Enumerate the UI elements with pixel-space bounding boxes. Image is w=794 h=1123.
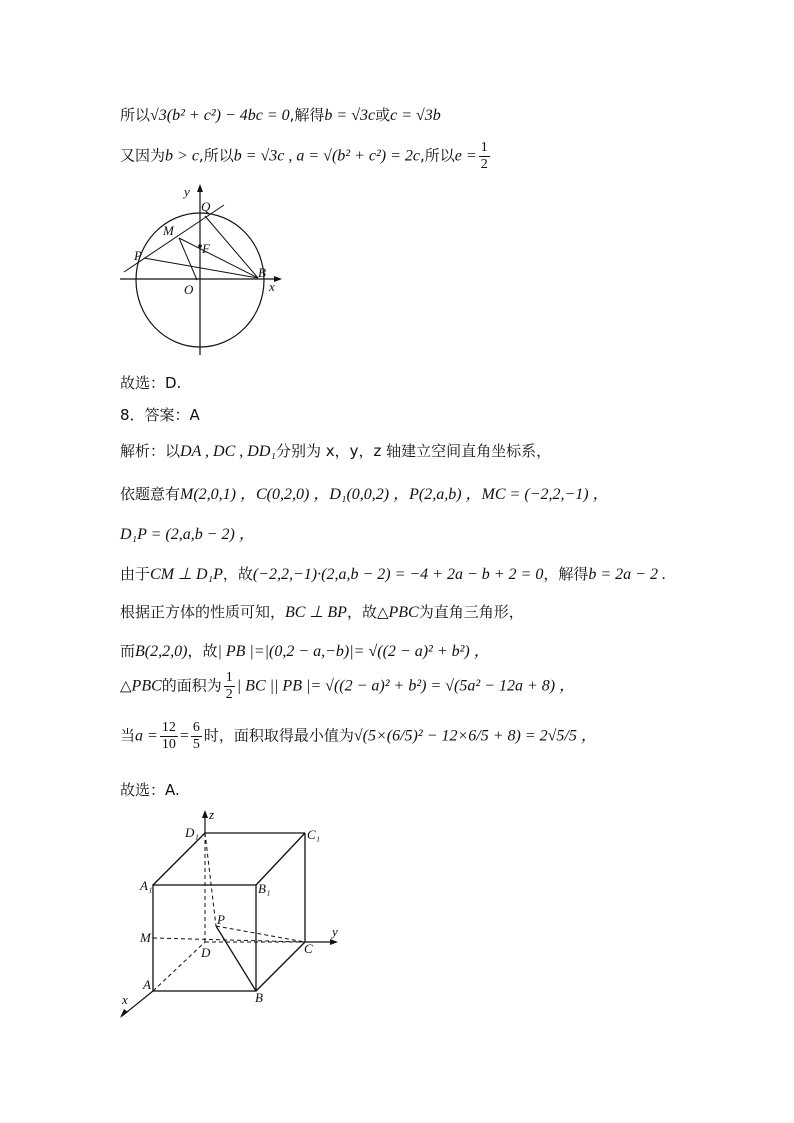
fraction: $\frac{12}{10}$ xyxy=(161,720,176,752)
equation: BC ⊥ BP xyxy=(285,604,347,621)
label-x: x xyxy=(269,279,275,294)
equation: | PB |=|(0,2 − a,−b)|= √((2 − a)² + b²) ， xyxy=(217,643,490,660)
line-7 xyxy=(120,601,524,622)
question-8 xyxy=(120,404,200,425)
text: 由于 xyxy=(120,565,151,583)
equation: b = √3c xyxy=(324,107,376,124)
equals: = xyxy=(179,727,189,745)
label-B: B xyxy=(255,990,263,1005)
equation: (−2,2,−1)·(2,a,b − 2) = −4 + 2a − b + 2 = 0 xyxy=(252,566,544,583)
label-P: P xyxy=(217,912,225,927)
fraction: $\frac{6}{5}$ xyxy=(192,720,200,752)
answer-7 xyxy=(120,372,181,393)
equation: PBC xyxy=(388,604,419,621)
figure-cube xyxy=(112,808,352,1020)
equation: M(2,0,1) ，C(0,2,0) ，D₁(0,0,2) ，P(2,a,b) ，MC = (−2,2,−1) ， xyxy=(180,486,609,503)
line-8 xyxy=(120,638,490,661)
label-B: B xyxy=(258,265,266,280)
line-6 xyxy=(120,563,666,584)
text: 又因为 xyxy=(120,146,166,165)
text: ,解得 xyxy=(289,106,325,124)
text: ，故 xyxy=(187,642,218,660)
label-C1: C₁ xyxy=(307,827,321,842)
text: 依题意有 xyxy=(120,485,181,503)
text: ，故△ xyxy=(346,603,389,621)
line-9 xyxy=(120,670,575,703)
text: ，解得 xyxy=(543,565,589,583)
equation: √(5×(6/5)² − 12×6/5 + 8) = 2√5/5 ， xyxy=(353,727,597,745)
label-Q: Q xyxy=(201,199,211,214)
equation: B(2,2,0) xyxy=(135,643,188,660)
text: 故选：D. xyxy=(120,374,182,392)
text: 根据正方体的性质可知， xyxy=(120,603,286,621)
text: 而 xyxy=(120,642,136,660)
text: ，故 xyxy=(222,565,253,583)
label-F: F xyxy=(202,241,210,256)
equation: √3(b² + c²) − 4bc = 0 xyxy=(150,107,290,124)
line-4 xyxy=(120,481,609,504)
label-D: D xyxy=(201,945,211,960)
line-3 xyxy=(120,440,551,461)
equation: b = √3c , a = √(b² + c²) = 2c xyxy=(233,147,421,165)
label-O: O xyxy=(184,282,194,297)
text: 当 xyxy=(120,726,136,745)
text: 所以 xyxy=(120,106,151,124)
equation: PBC xyxy=(131,677,162,695)
text: 的面积为 xyxy=(161,676,222,695)
text: 分别为 x，y，z 轴建立空间直角坐标系， xyxy=(275,442,552,460)
answer-8 xyxy=(120,779,180,800)
label-C: C xyxy=(304,941,313,956)
text: △ xyxy=(120,676,132,695)
text: 或 xyxy=(375,106,391,124)
equation: a = xyxy=(135,727,158,745)
text: ,所以 xyxy=(198,146,234,165)
fraction: $\frac{1}{2}$ xyxy=(225,670,233,702)
label-y: y xyxy=(184,184,190,199)
text: ,所以 xyxy=(420,146,455,165)
figure-circle xyxy=(118,180,288,360)
equation: b = 2a − 2 . xyxy=(588,566,666,583)
label-A: A xyxy=(143,977,151,992)
label-A1: A₁ xyxy=(140,878,153,893)
label-D1: D₁ xyxy=(185,825,199,840)
equation: e = xyxy=(454,147,477,165)
text: 解析：以 xyxy=(120,442,181,460)
line-1 xyxy=(120,104,441,125)
text: 8．答案：A xyxy=(120,406,200,424)
line-2 xyxy=(120,140,492,173)
text: 为直角三角形， xyxy=(418,603,524,621)
label-y: y xyxy=(332,924,338,939)
label-M: M xyxy=(163,223,174,238)
label-M: M xyxy=(140,930,151,945)
label-P: P xyxy=(134,248,142,263)
equation: | BC || PB |= √((2 − a)² + b²) = √(5a² − 12a + 8) ， xyxy=(236,677,576,695)
equation: DA , DC , DD₁ xyxy=(180,443,276,460)
equation: D₁P = (2,a,b − 2) ， xyxy=(120,526,255,543)
text: 时，面积取得最小值为 xyxy=(203,726,354,745)
label-B1: B₁ xyxy=(258,881,271,896)
text: 故选：A. xyxy=(120,781,180,799)
line-10 xyxy=(120,720,597,753)
label-z: z xyxy=(209,808,215,822)
fraction: $\frac{1}{2}$ xyxy=(480,140,488,172)
equation: c = √3b xyxy=(390,107,441,124)
equation: CM ⊥ D₁P xyxy=(150,566,223,583)
equation: b > c xyxy=(165,147,199,165)
label-x: x xyxy=(122,992,128,1007)
line-5 xyxy=(120,521,255,544)
